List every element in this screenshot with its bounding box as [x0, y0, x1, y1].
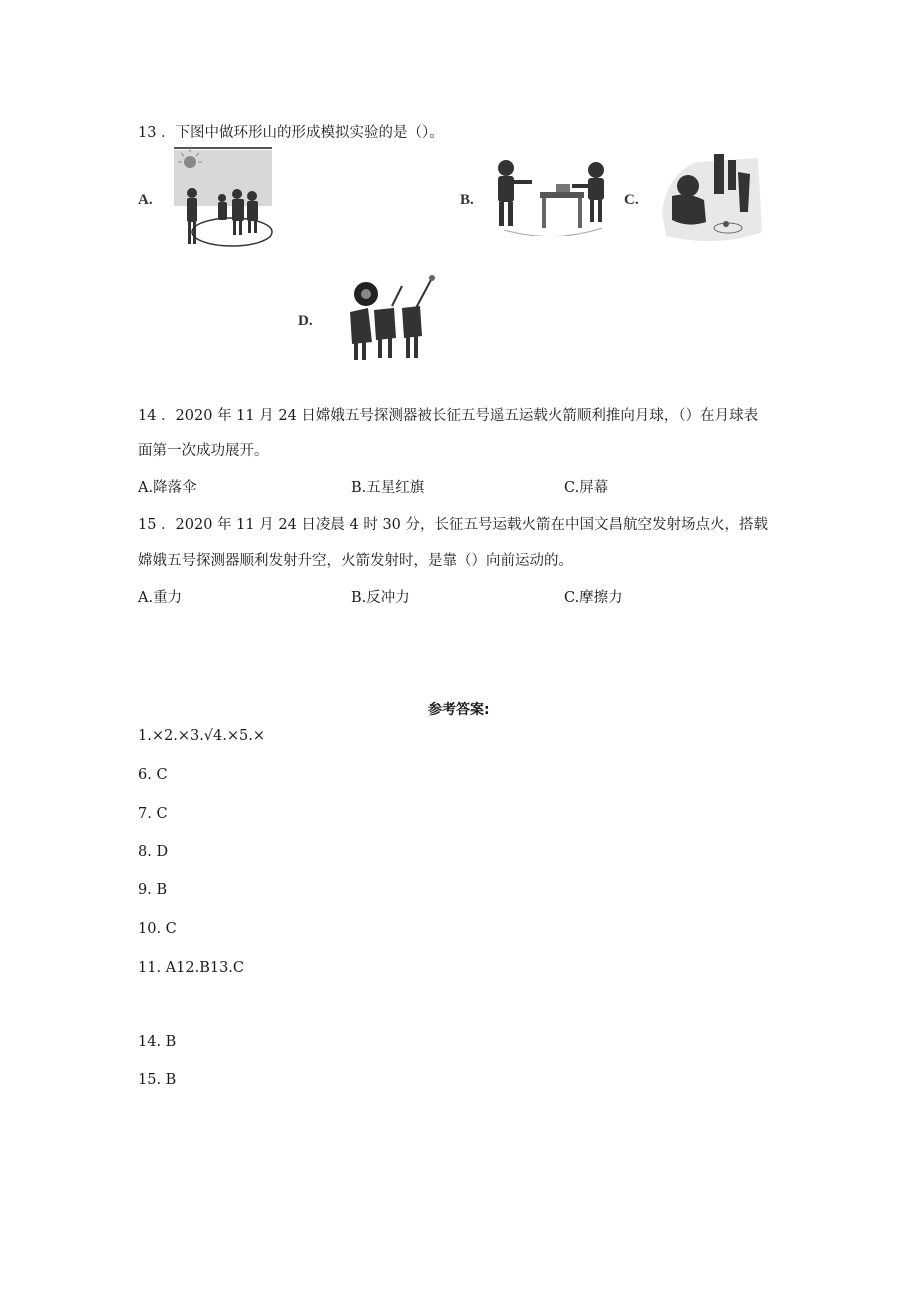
q13-text: 13 ．下图中做环形山的形成模拟实验的是（）。 [138, 125, 444, 141]
q14-option-c: C.屏幕 [564, 480, 609, 496]
q15-text-line1: 15 ．2020 年 11 月 24 日凌晨 4 时 30 分，长征五号运载火箭在中国文昌航空发射场点火，搭载 [138, 517, 769, 533]
answer-line: 6. C [138, 767, 168, 783]
q13-option-d-label: D. [298, 313, 313, 329]
q15-option-a: A.重力 [138, 590, 183, 606]
answer-line: 10. C [138, 921, 177, 937]
answer-line: 15. B [138, 1072, 177, 1088]
answer-line: 9. B [138, 882, 168, 898]
q13-option-a-image [172, 146, 274, 254]
answer-line: 7. C [138, 806, 168, 822]
q13-option-c-image [658, 152, 764, 248]
q15-text-line2: 嫦娥五号探测器顺利发射升空，火箭发射时，是靠（）向前运动的。 [138, 553, 573, 569]
q13-option-a-label: A. [138, 192, 153, 208]
q13-option-b-image [484, 156, 614, 236]
answer-line: 1.×2.×3.√4.×5.× [138, 728, 266, 744]
q15-option-b: B.反冲力 [351, 590, 410, 606]
answer-line: 14. B [138, 1034, 177, 1050]
q13-option-b-label: B. [460, 192, 474, 208]
answer-line: 11. A12.B13.C [138, 960, 245, 976]
q14-option-a: A.降落伞 [138, 480, 197, 496]
answer-line: 8. D [138, 844, 169, 860]
q14-option-b: B.五星红旗 [351, 480, 425, 496]
q13-option-d-image [346, 272, 442, 364]
q13-option-c-label: C. [624, 192, 639, 208]
q14-text-line2: 面第一次成功展开。 [138, 443, 269, 459]
answers-title: 参考答案: [428, 702, 490, 718]
q14-text-line1: 14 ．2020 年 11 月 24 日嫦娥五号探测器被长征五号遥五运载火箭顺利推向月球，（）在月球表 [138, 408, 759, 424]
q15-option-c: C.摩擦力 [564, 590, 623, 606]
